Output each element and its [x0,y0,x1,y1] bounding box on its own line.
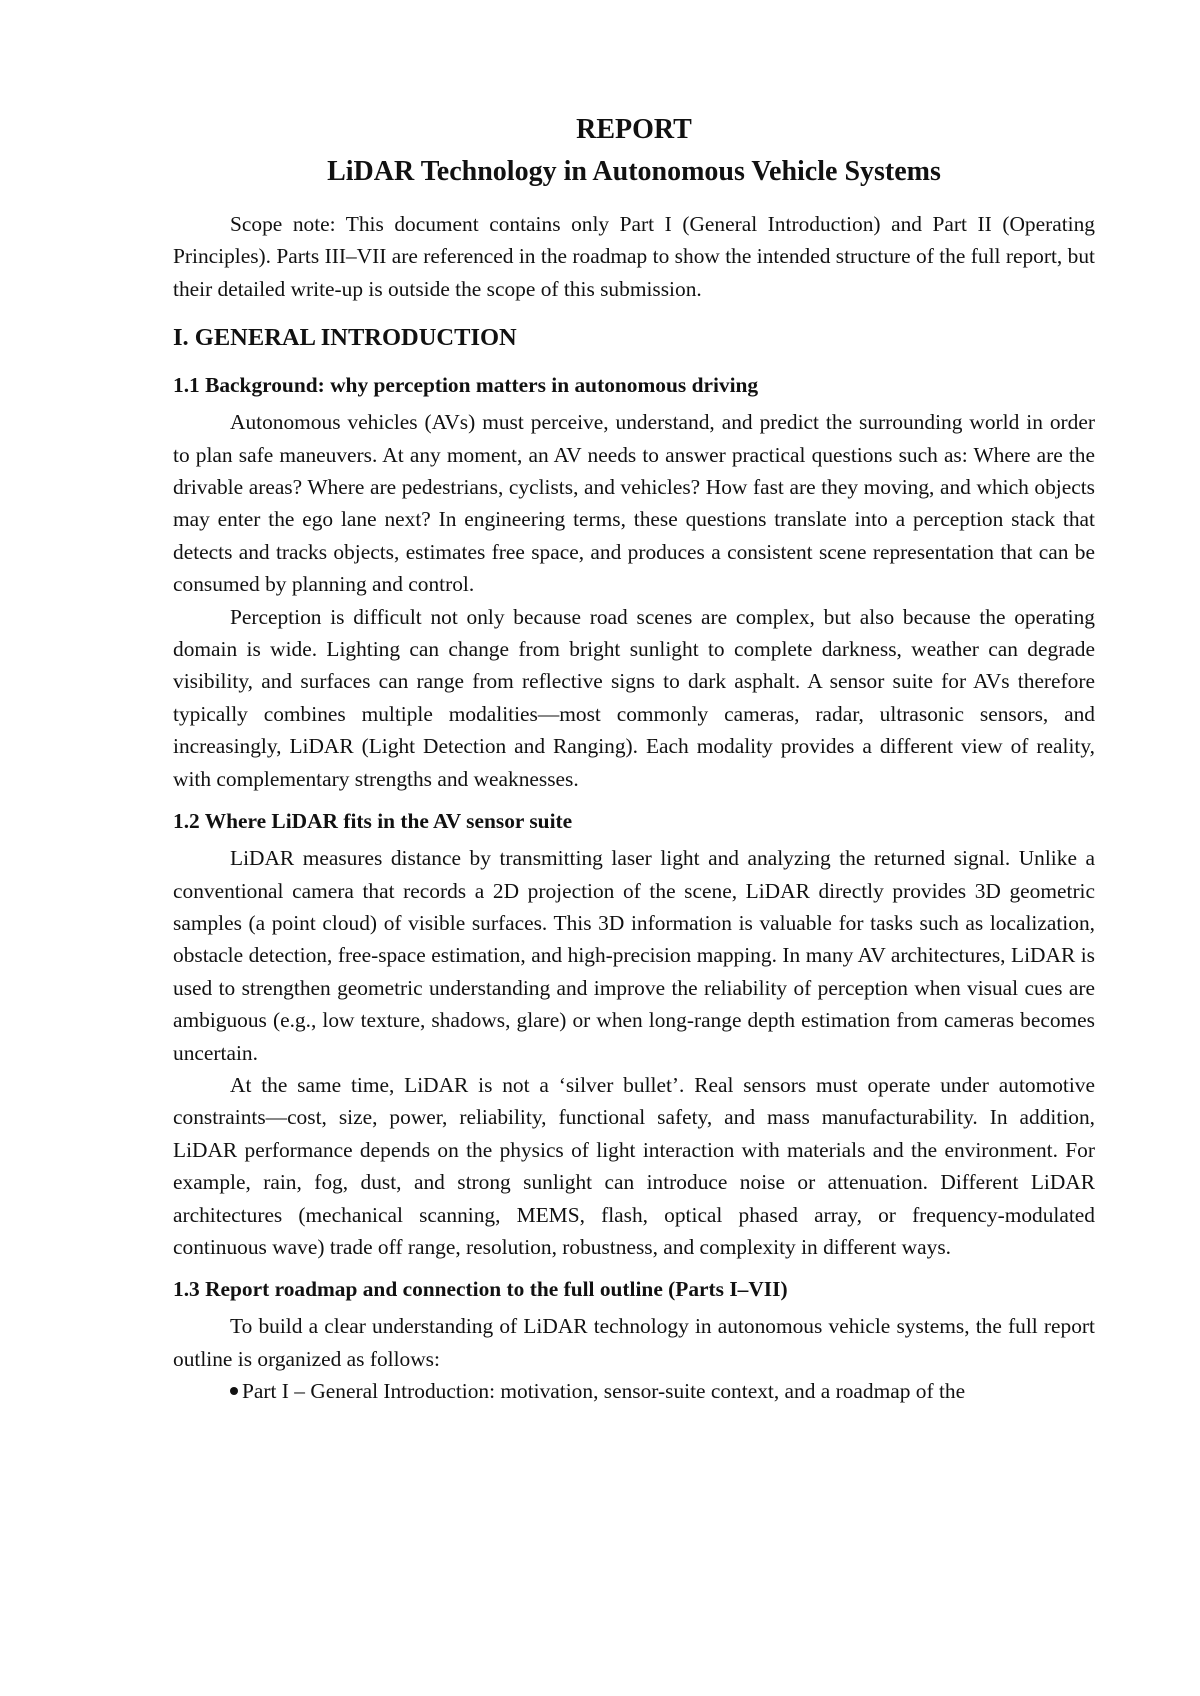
paragraph-1-2-b: At the same time, LiDAR is not a ‘silver bullet’. Real sensors must operate under automotive constraints—cost, size, power, reliability, functional safety, and mass manufacturability. In addition, LiDAR performance depends on the physics of light interaction with materials and the environment. For example, rain, fog, dust, and strong sunlight can introduce noise or attenuation. Different LiDAR architectures (mechanical scanning, MEMS, flash, optical phased array, or frequency-modulated continuous wave) trade off range, resolution, robustness, and complexity in different ways. [173,1072,1095,1259]
bullet-icon [230,1387,238,1395]
scope-note: Scope note: This document contains only Part I (General Introduction) and Part II (Operating Principles). Parts III–VII are referenced in the roadmap to show the intended structure of the full report, but their detailed write-up is outside the scope of this submission. [173,212,1095,301]
paragraph-1-3-intro: To build a clear understanding of LiDAR technology in autonomous vehicle systems, the full report outline is organized as follows: [173,1314,1095,1371]
roadmap-bullet-item [173,1375,1095,1407]
report-title: REPORT [576,114,692,145]
subsection-heading-1-1: 1.1 Background: why perception matters in autonomous driving [173,373,759,398]
paragraph-1-1-b: Perception is difficult not only because road scenes are complex, but also because the operating domain is wide. Lighting can change from bright sunlight to complete darkness, weather can degrade visibility, and surfaces can range from reflective signs to dark asphalt. A sensor suite for AVs therefore typically combines multiple modalities—most commonly cameras, radar, ultrasonic sensors, and increasingly, LiDAR (Light Detection and Ranging). Each modality provides a different view of reality, with complementary strengths and weaknesses. [173,604,1095,791]
section-heading-general-introduction: I. GENERAL INTRODUCTION [173,324,517,352]
subsection-heading-1-3: 1.3 Report roadmap and connection to the full outline (Parts I–VII) [173,1277,788,1302]
subsection-heading-1-2: 1.2 Where LiDAR fits in the AV sensor suite [173,809,573,834]
report-subtitle: LiDAR Technology in Autonomous Vehicle Systems [327,156,941,187]
roadmap-bullet-text: Part I – General Introduction: motivation, sensor-suite context, and a roadmap of the [242,1379,966,1404]
document-page [173,112,1095,1408]
paragraph-1-2-a: LiDAR measures distance by transmitting laser light and analyzing the returned signal. Unlike a conventional camera that records a 2D projection of the scene, LiDAR directly provides 3D geometric samples (a point cloud) of visible surfaces. This 3D information is valuable for tasks such as localization, obstacle detection, free-space estimation, and high-precision mapping. In many AV architectures, LiDAR is used to strengthen geometric understanding and improve the reliability of perception when visual cues are ambiguous (e.g., low texture, shadows, glare) or when long-range depth estimation from cameras becomes uncertain. [173,846,1095,1065]
paragraph-1-1-a: Autonomous vehicles (AVs) must perceive, understand, and predict the surrounding world in order to plan safe maneuvers. At any moment, an AV needs to answer practical questions such as: Where are the drivable areas? Where are pedestrians, cyclists, and vehicles? How fast are they moving, and which objects may enter the ego lane next? In engineering terms, these questions translate into a perception stack that detects and tracks objects, estimates free space, and produces a consistent scene representation that can be consumed by planning and control. [173,410,1095,597]
